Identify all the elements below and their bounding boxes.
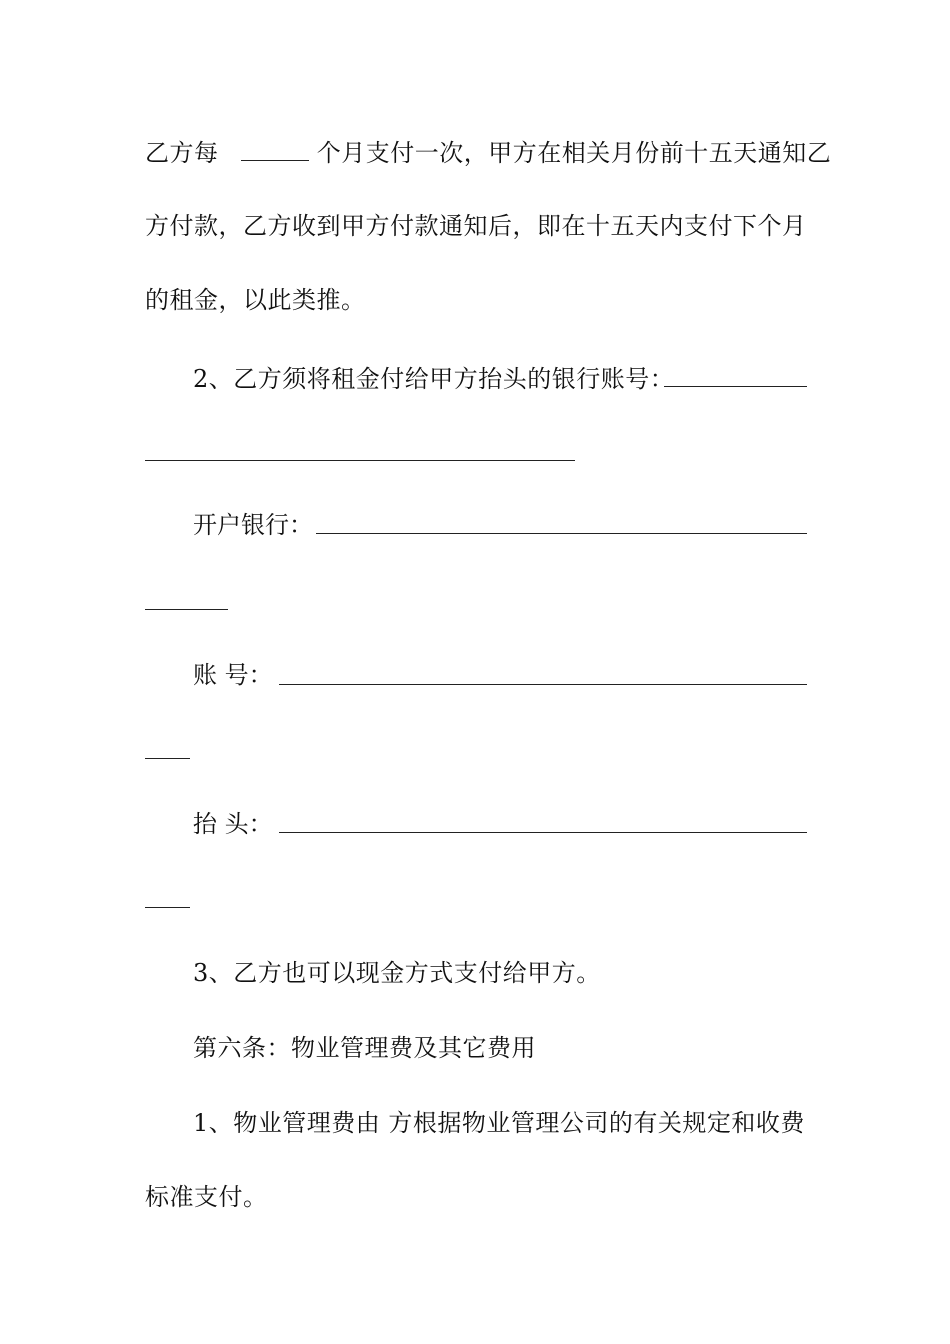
payee-label: 抬 头：	[193, 810, 273, 838]
payment-frequency-line	[145, 138, 832, 168]
payee-blank-continued[interactable]	[145, 907, 190, 908]
bank-name-blank-continued[interactable]	[145, 609, 228, 610]
paragraph-line: 标准支付。	[145, 1183, 268, 1211]
account-number-blank[interactable]	[279, 684, 807, 685]
paragraph-line: 方付款，乙方收到甲方付款通知后，即在十五天内支付下个月	[145, 212, 807, 240]
article-heading: 第六条：物业管理费及其它费用	[193, 1034, 536, 1062]
paragraph-line: 的租金，以此类推。	[145, 286, 366, 314]
payee-blank[interactable]	[279, 832, 807, 833]
bank-account-blank-continued[interactable]	[145, 460, 575, 461]
text-segment: 2、乙方须将租金付给甲方抬头的银行账号：	[193, 365, 675, 393]
bank-name-blank[interactable]	[316, 533, 807, 534]
bank-account-blank[interactable]	[664, 386, 807, 387]
cash-payment-line: 3、乙方也可以现金方式支付给甲方。	[193, 959, 601, 987]
text-segment: 个月支付一次，甲方在相关月份前十五天通知乙	[316, 139, 832, 167]
bank-name-label: 开户银行：	[193, 511, 313, 539]
account-number-label: 账 号：	[193, 661, 273, 689]
account-number-blank-continued[interactable]	[145, 758, 190, 759]
text-segment: 乙方每	[145, 139, 219, 167]
bank-account-line	[193, 364, 807, 394]
months-blank[interactable]	[241, 138, 309, 161]
paragraph-line: 1、物业管理费由 方根据物业管理公司的有关规定和收费	[193, 1109, 805, 1137]
